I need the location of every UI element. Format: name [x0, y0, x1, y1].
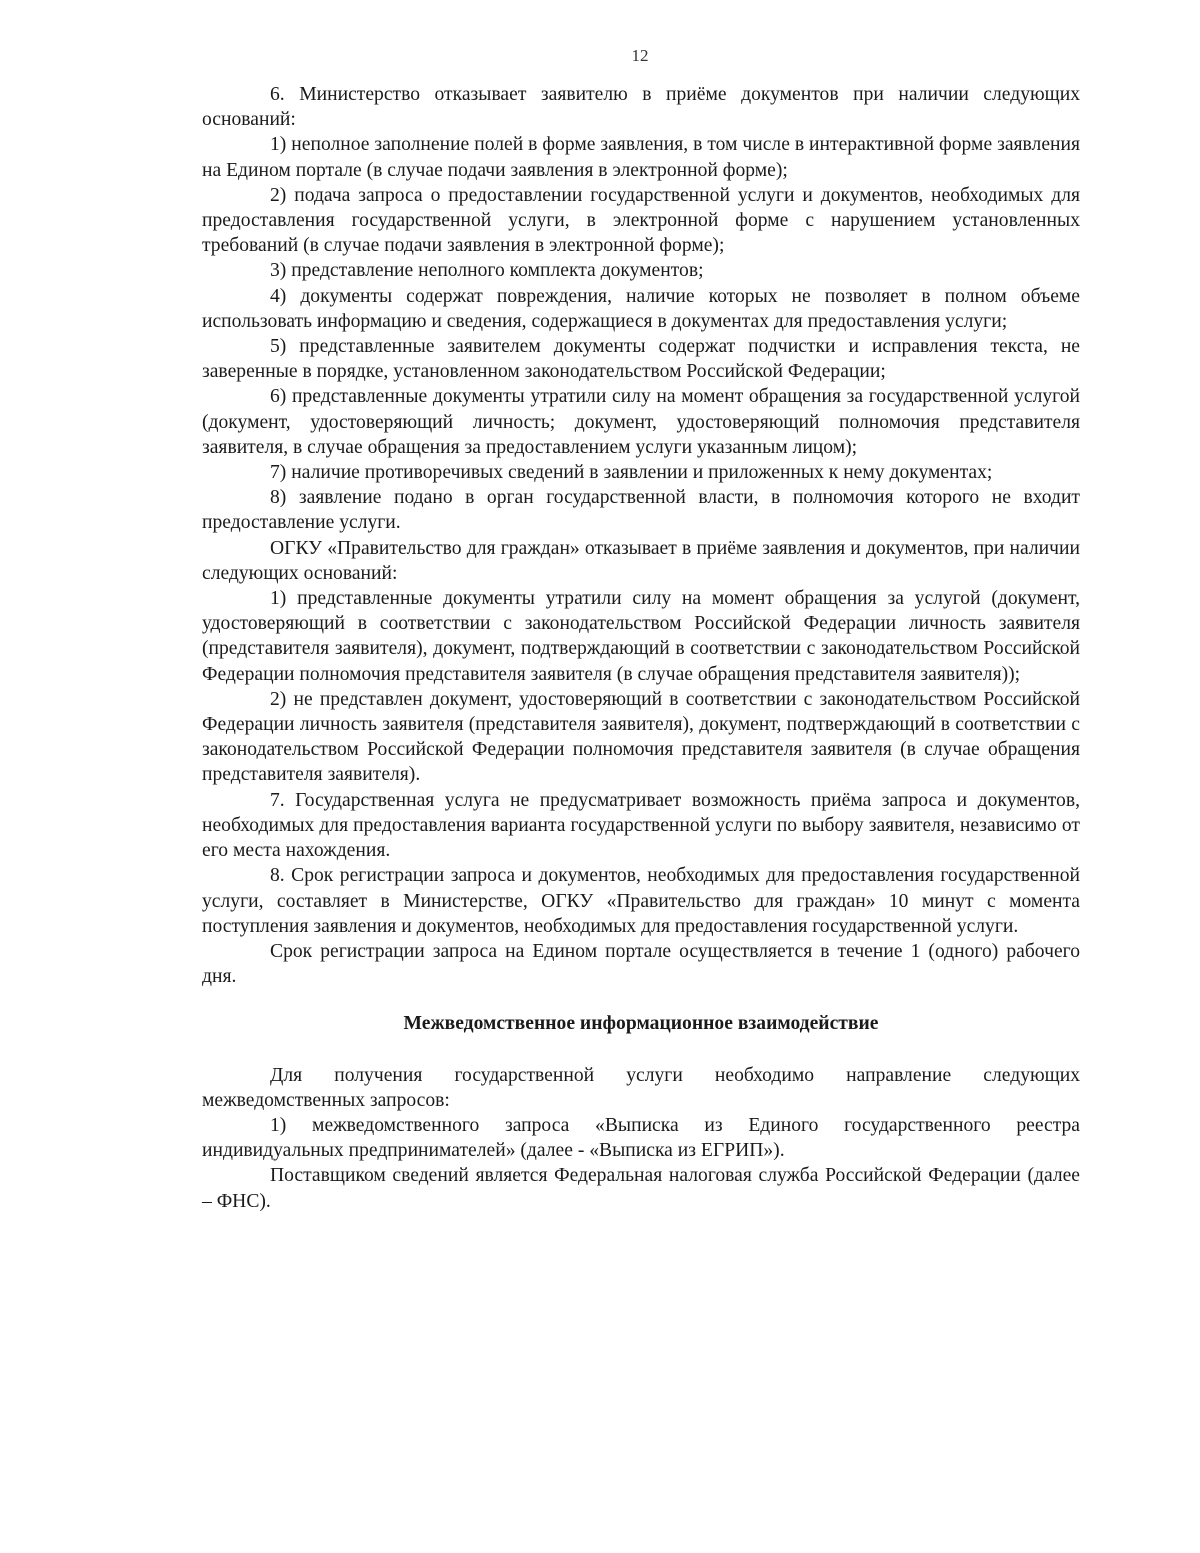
paragraph: Для получения государственной услуги необходимо направление следующих межведомственных запросов:: [202, 1064, 1080, 1111]
paragraph: 2) не представлен документ, удостоверяющий в соответствии с законодательством Российской Федерации личность заявителя (представителя заявителя), документ, подтверждающий в соответствии с законодательством Российской Федерации полномочия представителя заявителя (в случае обращения представителя заявителя).: [202, 688, 1080, 786]
paragraph: 6) представленные документы утратили силу на момент обращения за государственной услугой (документ, удостоверяющий личность; документ, удостоверяющий полномочия представителя заявителя, в случае обращения за предоставлением услуги указанным лицом);: [202, 386, 1080, 458]
paragraph: 5) представленные заявителем документы содержат подчистки и исправления текста, не заверенные в порядке, установленном законодательством Российской Федерации;: [202, 336, 1080, 383]
paragraph: 8. Срок регистрации запроса и документов, необходимых для предоставления государственной услуги, составляет в Министерстве, ОГКУ «Правительство для граждан» 10 минут с момента поступления заявления и документов, необходимых для предоставления государственной услуги.: [202, 865, 1080, 937]
paragraph: 1) неполное заполнение полей в форме заявления, в том числе в интерактивной форме заявления на Едином портале (в случае подачи заявления в электронной форме);: [202, 134, 1080, 181]
paragraph: Срок регистрации запроса на Едином портале осуществляется в течение 1 (одного) рабочего дня.: [202, 940, 1080, 988]
paragraph: 1) представленные документы утратили силу на момент обращения за услугой (документ, удостоверяющий в соответствии с законодательством Российской Федерации личность заявителя (представителя заявителя), документ, подтверждающий в соответствии с законодательством Российской Федерации полномочия представителя заявителя (в случае обращения представителя заявителя));: [202, 588, 1080, 685]
document-body: [202, 82, 1080, 1214]
paragraph: 6. Министерство отказывает заявителю в приёме документов при наличии следующих оснований:: [202, 84, 1080, 131]
paragraph: 8) заявление подано в орган государственной власти, в полномочия которого не входит предоставление услуги.: [202, 487, 1080, 534]
paragraph: 2) подача запроса о предоставлении государственной услуги и документов, необходимых для предоставления государственной услуги, в электронной форме с нарушением установленных требований (в случае подачи заявления в электронной форме);: [202, 184, 1080, 257]
section-heading: Межведомственное информационное взаимодействие: [403, 1013, 879, 1035]
paragraph: 3) представление неполного комплекта документов;: [270, 260, 704, 282]
paragraph: 7) наличие противоречивых сведений в заявлении и приложенных к нему документах;: [270, 462, 993, 484]
paragraph: ОГКУ «Правительство для граждан» отказывает в приёме заявления и документов, при наличии следующих оснований:: [202, 537, 1080, 584]
paragraph: Поставщиком сведений является Федеральная налоговая служба Российской Федерации (далее – ФНС).: [202, 1165, 1080, 1212]
paragraph: 7. Государственная услуга не предусматривает возможность приёма запроса и документов, необходимых для предоставления варианта государственной услуги по выбору заявителя, независимо от его места нахождения.: [202, 789, 1080, 862]
paragraph: 4) документы содержат повреждения, наличие которых не позволяет в полном объеме использовать информацию и сведения, содержащиеся в документах для предоставления услуги;: [202, 285, 1080, 332]
page-number: 12: [631, 46, 649, 65]
paragraph: 1) межведомственного запроса «Выписка из Единого государственного реестра индивидуальных предпринимателей» (далее - «Выписка из ЕГРИП»).: [202, 1114, 1080, 1162]
